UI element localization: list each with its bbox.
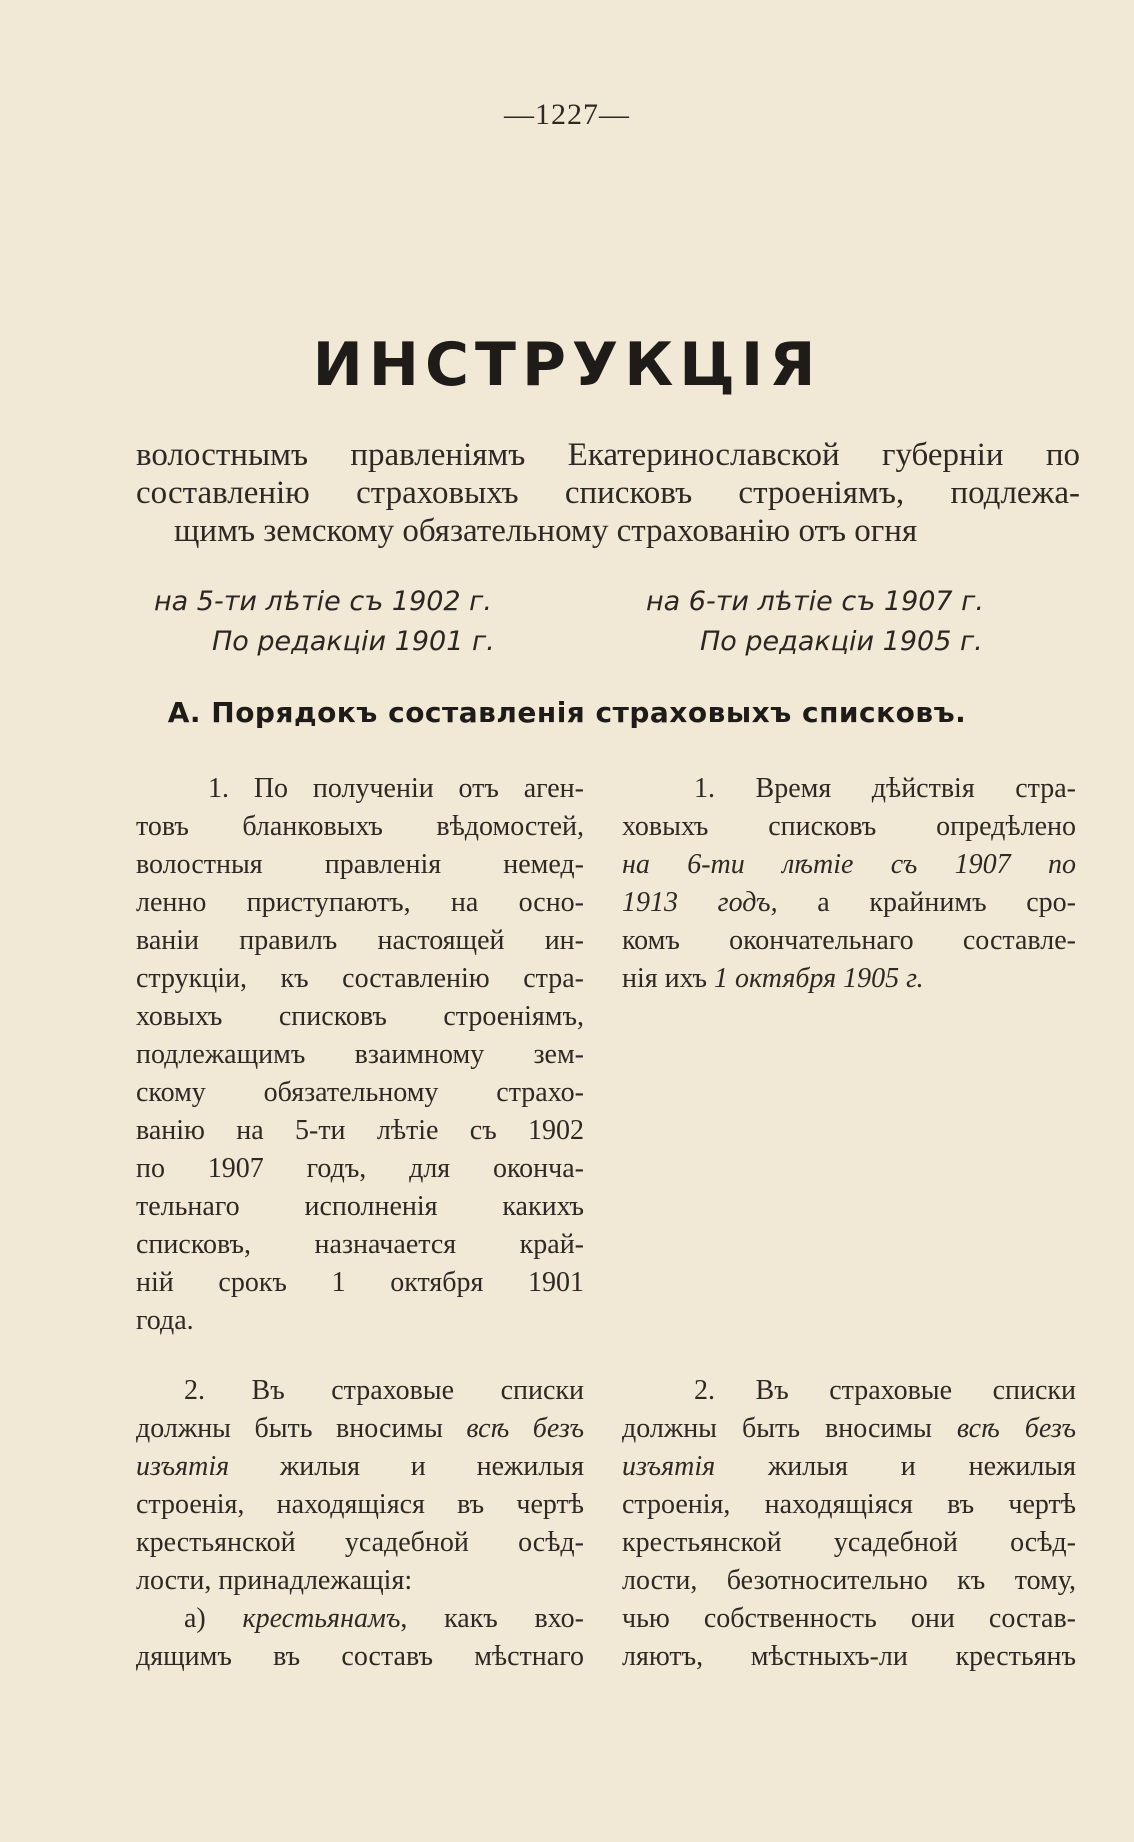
- text-line: струкціи, къ составленію стра-: [136, 963, 584, 994]
- text-line: чью собственность они состав-: [622, 1603, 1076, 1634]
- left-column-paragraph-2: [136, 1372, 584, 1676]
- text-line: лости, безотносительно къ тому,: [622, 1565, 1076, 1596]
- document-title: ИНСТРУКЦІЯ: [312, 330, 822, 400]
- text-line: 2. Въ страховые списки: [694, 1375, 1076, 1406]
- text-line: ховыхъ списковъ опредѣлено: [622, 811, 1076, 842]
- text-line: подлежащимъ взаимному зем-: [136, 1039, 584, 1070]
- italic-text: 1913 годъ,: [622, 887, 778, 918]
- italic-text: изъятія: [136, 1451, 230, 1482]
- text-line: волостныя правленія немед-: [136, 849, 584, 880]
- text-line: строенія, находящіяся въ чертѣ: [622, 1489, 1076, 1520]
- right-column-paragraph-1: [622, 770, 1076, 998]
- text-line: ховыхъ списковъ строеніямъ,: [136, 1001, 584, 1032]
- edition-right-period: на 6-ти лѣтіе съ 1907 г.: [646, 586, 984, 617]
- text-line: комъ окончательнаго составле-: [622, 925, 1076, 956]
- text-fragment: а крайнимъ сро-: [777, 887, 1076, 918]
- text-fragment: должны быть вносимы: [136, 1413, 467, 1444]
- text-line: [622, 960, 1076, 998]
- text-line: [136, 1600, 584, 1638]
- italic-text: всѣ безъ: [466, 1413, 584, 1444]
- text-line: [622, 846, 1076, 884]
- left-column-paragraph-1: [136, 770, 584, 1340]
- text-line: ляютъ, мѣстныхъ-ли крестьянъ: [622, 1641, 1076, 1672]
- edition-right: [646, 582, 1076, 662]
- italic-text: 1 октября 1905 г.: [714, 963, 924, 994]
- subtitle-line: составленію страховыхъ списковъ строеніямъ, подлежа-: [136, 475, 1080, 511]
- text-line: ванію на 5-ти лѣтіе съ 1902: [136, 1115, 584, 1146]
- text-fragment: , какъ вхо-: [400, 1603, 584, 1634]
- text-line: дящимъ въ составъ мѣстнаго: [136, 1641, 584, 1672]
- italic-text: всѣ безъ: [956, 1413, 1076, 1444]
- text-line: [136, 1410, 584, 1448]
- edition-left-redaction: По редакціи 1901 г.: [212, 626, 495, 657]
- edition-right-redaction: По редакціи 1905 г.: [700, 626, 983, 657]
- text-line: по 1907 годъ, для оконча-: [136, 1153, 584, 1184]
- text-fragment: нія ихъ: [622, 963, 715, 994]
- text-fragment: жилыя и нежилыя: [229, 1451, 584, 1482]
- text-line: 1. По полученіи отъ аген-: [208, 773, 584, 804]
- text-line: [622, 884, 1076, 922]
- edition-left: [154, 582, 594, 662]
- text-line: тельнаго исполненія какихъ: [136, 1191, 584, 1222]
- text-fragment: а): [184, 1603, 243, 1634]
- text-fragment: должны быть вносимы: [622, 1413, 957, 1444]
- edition-left-period: на 5-ти лѣтіе съ 1902 г.: [154, 586, 492, 617]
- subtitle-line: волостнымъ правленіямъ Екатеринославской губерніи по: [136, 437, 1080, 473]
- text-line: товъ бланковыхъ вѣдомостей,: [136, 811, 584, 842]
- italic-text: крестьянамъ: [242, 1603, 401, 1634]
- page-number: —1227—: [504, 98, 630, 131]
- text-line: лости, принадлежащія:: [136, 1565, 413, 1596]
- text-line: [622, 1410, 1076, 1448]
- text-line: ленно приступаютъ, на осно-: [136, 887, 584, 918]
- text-line: списковъ, назначается край-: [136, 1229, 584, 1260]
- text-line: строенія, находящіяся въ чертѣ: [136, 1489, 584, 1520]
- text-line: [136, 1448, 584, 1486]
- subtitle-line: щимъ земскому обязательному страхованію отъ огня: [174, 513, 918, 549]
- text-line: 1. Время дѣйствія стра-: [694, 773, 1076, 804]
- text-line: скому обязательному страхо-: [136, 1077, 584, 1108]
- text-line: года.: [136, 1305, 194, 1336]
- text-fragment: жилыя и нежилыя: [715, 1451, 1076, 1482]
- text-line: [622, 1448, 1076, 1486]
- text-line: 2. Въ страховые списки: [184, 1375, 584, 1406]
- section-heading: А. Порядокъ составленія страховыхъ списковъ.: [167, 696, 967, 729]
- right-column-paragraph-2: [622, 1372, 1076, 1676]
- italic-text: изъятія: [622, 1451, 716, 1482]
- text-line: ній срокъ 1 октября 1901: [136, 1267, 584, 1298]
- text-line: крестьянской усадебной осѣд-: [136, 1527, 584, 1558]
- italic-text: на 6-ти лѣтіе съ 1907 по: [622, 849, 1076, 880]
- document-subtitle: [136, 436, 1080, 550]
- text-line: ваніи правилъ настоящей ин-: [136, 925, 584, 956]
- text-line: крестьянской усадебной осѣд-: [622, 1527, 1076, 1558]
